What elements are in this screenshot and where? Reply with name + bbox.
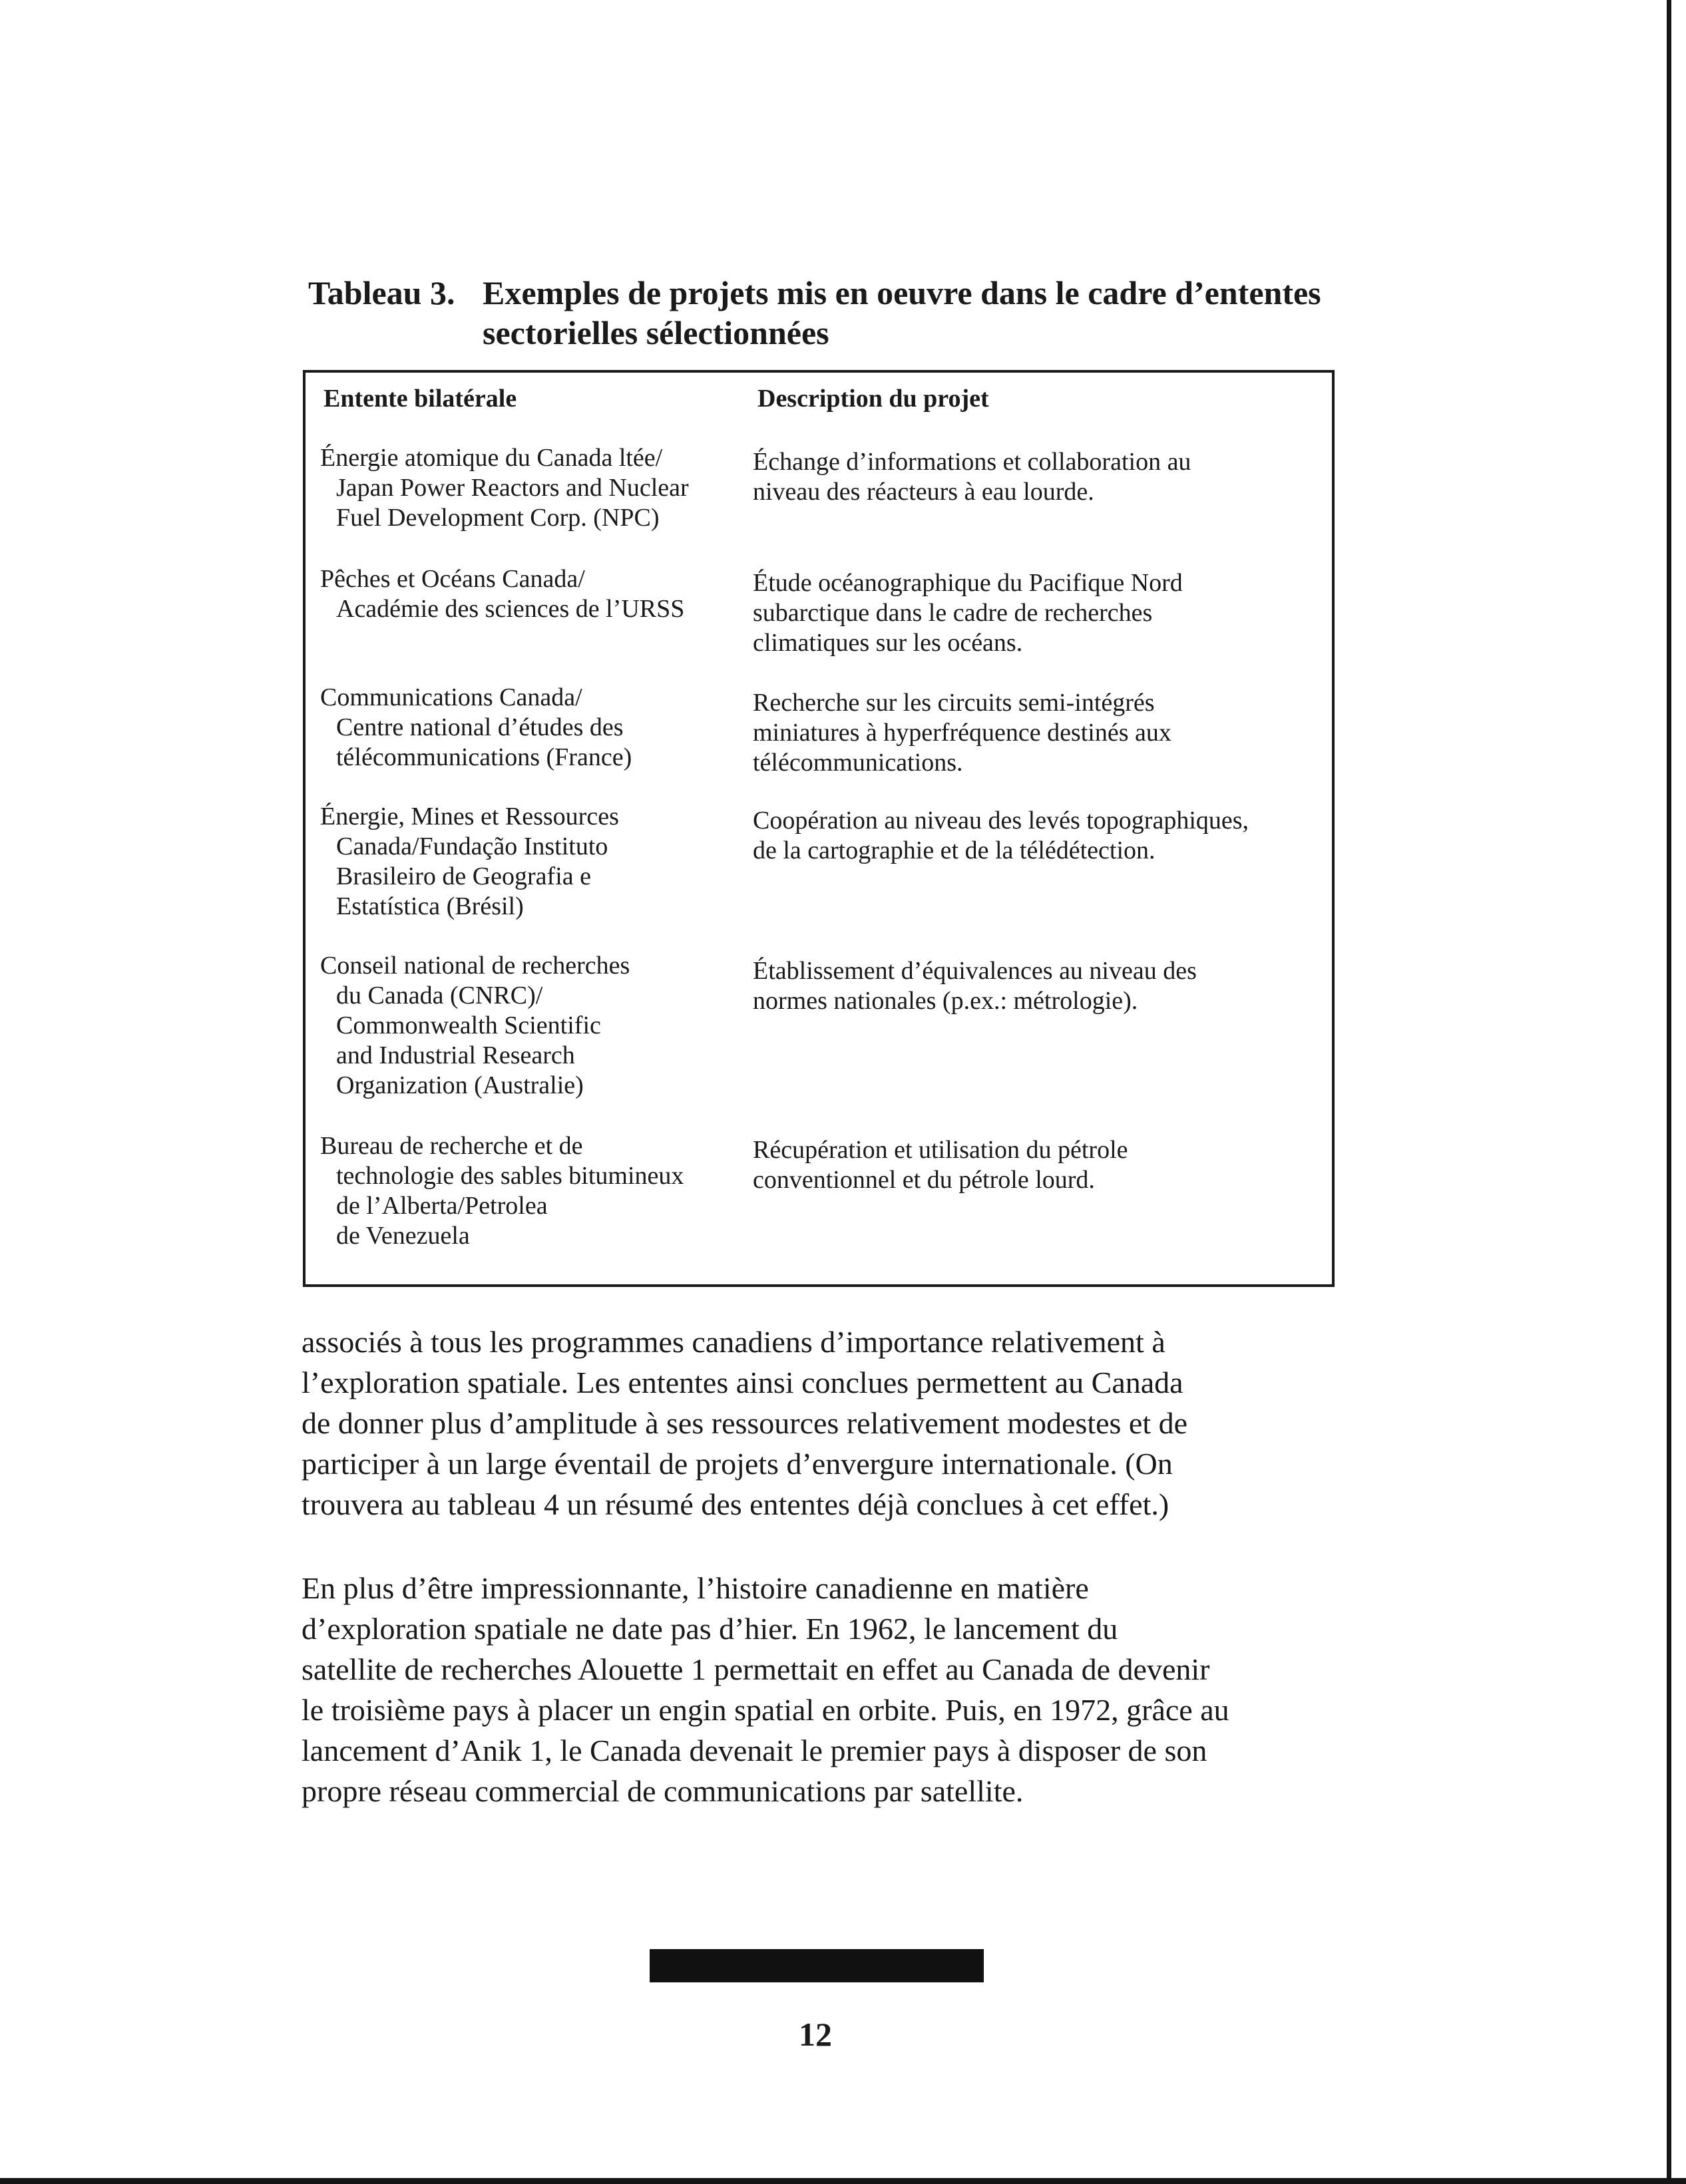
column-header-description: Description du projet [757,385,989,413]
cell-line: Énergie, Mines et Ressources [320,803,619,830]
table-caption-number: Tableau 3. [308,274,455,311]
body-paragraph [302,1322,1367,1525]
paragraph-line: associés à tous les programmes canadiens d’importance relativement à [302,1325,1165,1359]
agreement-cell [320,443,746,533]
cell-line: climatiques sur les océans. [753,629,1023,657]
paragraph-line: d’exploration spatiale ne date pas d’hier. En 1962, le lancement du [302,1612,1118,1646]
paragraph-line: En plus d’être impressionnante, l’histoire canadienne en matière [302,1571,1089,1605]
paragraph-line: le troisième pays à placer un engin spatial en orbite. Puis, en 1972, grâce au [302,1693,1229,1727]
description-cell [753,956,1325,1016]
cell-line: Échange d’informations et collaboration au [753,448,1191,476]
description-cell [753,806,1325,866]
paragraph-line: de donner plus d’amplitude à ses ressources relativement modestes et de [302,1406,1188,1440]
table-caption-title: Exemples de projets mis en oeuvre dans le cadre d’ententes sectorielles sélectionnées [483,274,1321,351]
description-cell [753,1135,1325,1195]
column-header-agreement: Entente bilatérale [323,385,517,413]
cell-line: normes nationales (p.ex.: métrologie). [753,987,1138,1015]
cell-line: de la cartographie et de la télédétection. [753,836,1156,864]
paragraph-line: l’exploration spatiale. Les ententes ainsi conclues permettent au Canada [302,1365,1183,1399]
cell-line: Canada/Fundação Instituto [336,832,608,860]
cell-line: Communications Canada/ [320,683,582,711]
projects-table [303,370,1335,1287]
cell-line: niveau des réacteurs à eau lourde. [753,478,1094,506]
cell-line: technologie des sables bitumineux [336,1162,684,1190]
cell-line: Estatística (Brésil) [336,892,524,920]
cell-line: Énergie atomique du Canada ltée/ [320,444,663,472]
description-cell [753,688,1325,778]
cell-line: and Industrial Research [336,1041,575,1069]
paragraph-line: satellite de recherches Alouette 1 permettait en effet au Canada de devenir [302,1652,1210,1686]
cell-line: Recherche sur les circuits semi-intégrés [753,689,1155,717]
cell-line: Coopération au niveau des levés topographiques, [753,807,1249,834]
paragraph-line: lancement d’Anik 1, le Canada devenait le premier pays à disposer de son [302,1733,1207,1767]
cell-line: Fuel Development Corp. (NPC) [336,504,660,532]
agreement-cell [320,683,746,773]
cell-line: Bureau de recherche et de [320,1132,583,1160]
cell-line: Organization (Australie) [336,1071,584,1099]
cell-line: télécommunications. [753,749,963,777]
body-paragraph [302,1568,1367,1811]
cell-line: miniatures à hyperfréquence destinés aux [753,719,1171,747]
cell-line: de Venezuela [336,1222,470,1250]
agreement-cell [320,802,746,922]
cell-line: Établissement d’équivalences au niveau des [753,957,1197,985]
cell-line: Brasileiro de Geografia e [336,862,591,890]
paragraph-line: propre réseau commercial de communications par satellite. [302,1774,1024,1808]
cell-line: du Canada (CNRC)/ [336,982,543,1009]
scan-border-bottom [0,2178,1686,2184]
footer-bar [650,1949,984,1982]
cell-line: Conseil national de recherches [320,952,630,980]
agreement-cell [320,564,746,624]
agreement-cell [320,951,746,1101]
cell-line: de l’Alberta/Petrolea [336,1192,548,1220]
cell-line: Récupération et utilisation du pétrole [753,1136,1128,1164]
cell-line: Académie des sciences de l’URSS [336,595,685,623]
cell-line: télécommunications (France) [336,743,632,771]
paragraph-line: participer à un large éventail de projets d’envergure internationale. (On [302,1447,1173,1481]
page-number: 12 [799,2016,832,2053]
agreement-cell [320,1131,746,1251]
scan-border-right [1667,0,1671,2184]
description-cell [753,447,1325,507]
cell-line: subarctique dans le cadre de recherches [753,599,1153,627]
cell-line: Pêches et Océans Canada/ [320,565,585,593]
cell-line: Centre national d’études des [336,713,624,741]
description-cell [753,568,1325,658]
cell-line: Étude océanographique du Pacifique Nord [753,569,1183,597]
paragraph-line: trouvera au tableau 4 un résumé des ententes déjà conclues à cet effet.) [302,1487,1169,1521]
cell-line: conventionnel et du pétrole lourd. [753,1166,1095,1194]
cell-line: Japan Power Reactors and Nuclear [336,474,689,502]
cell-line: Commonwealth Scientific [336,1011,601,1039]
